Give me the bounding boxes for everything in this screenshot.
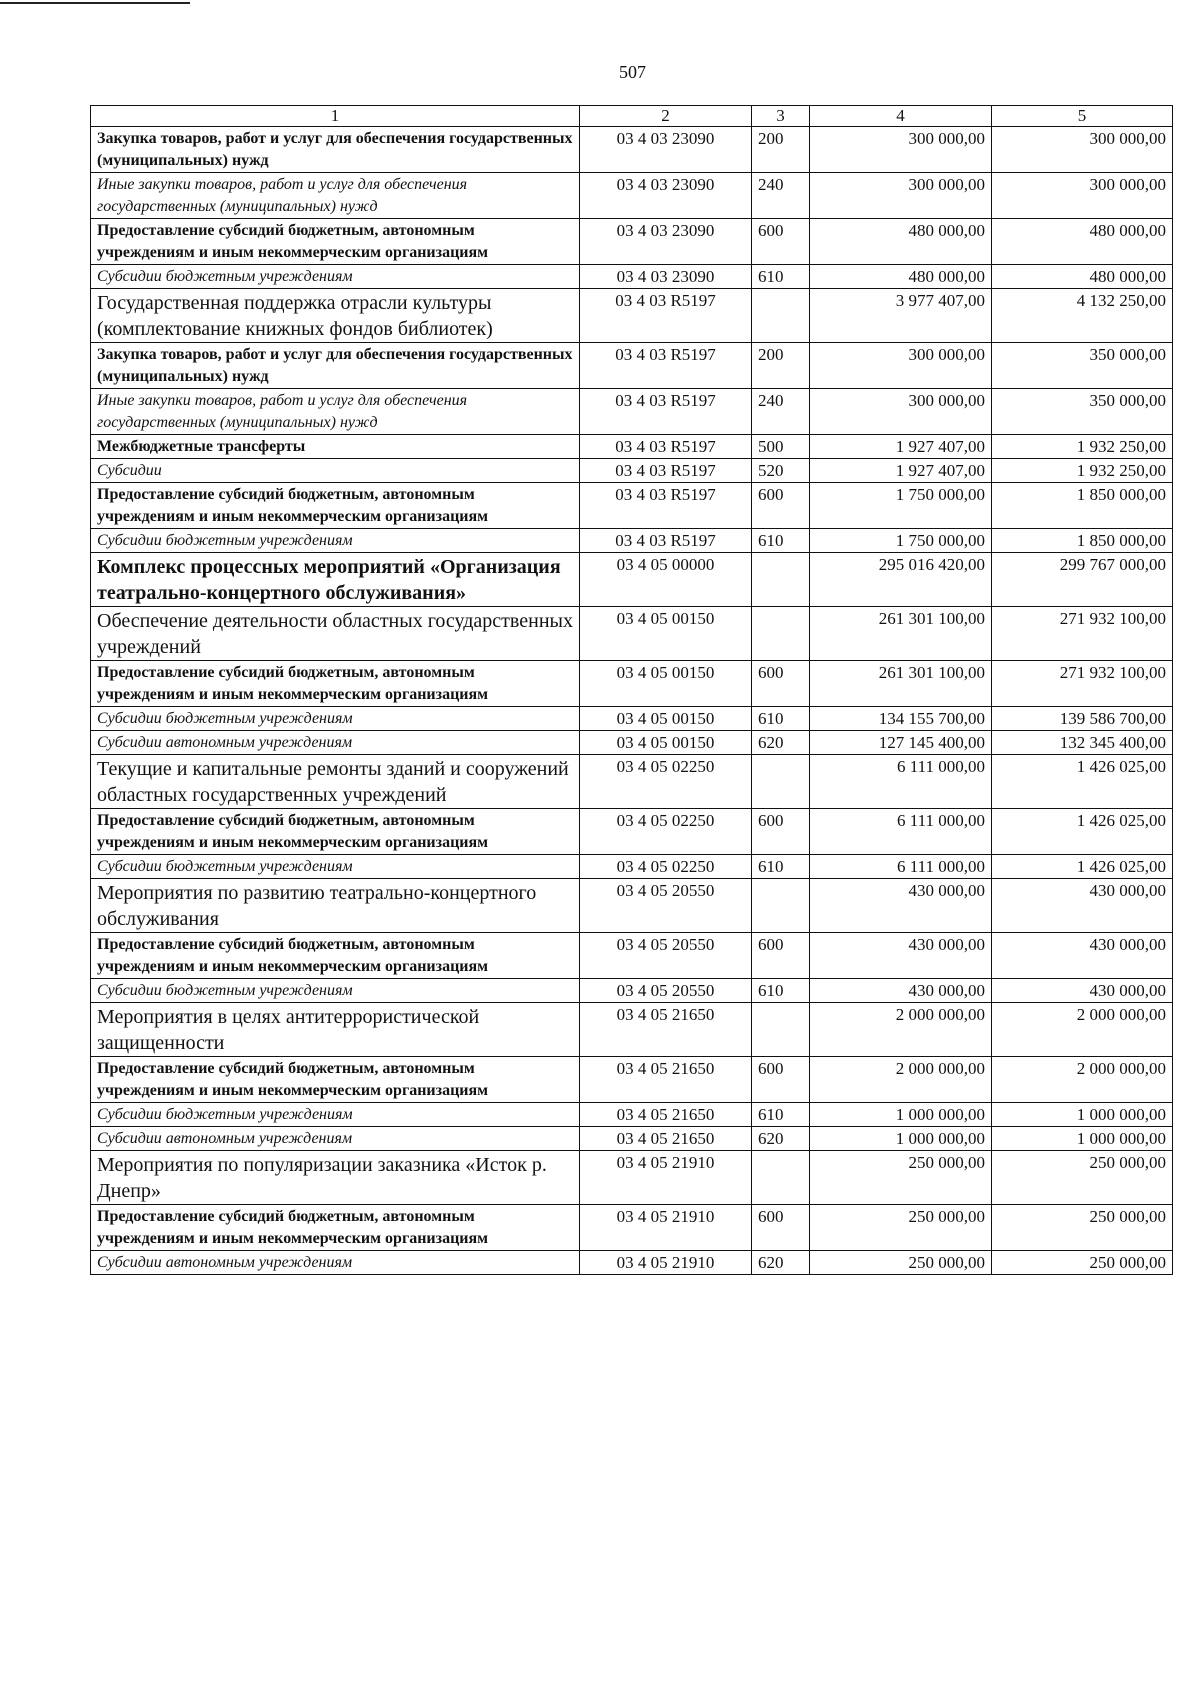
cell-name: Субсидии бюджетным учреждениям xyxy=(91,529,580,553)
cell-amount-2: 1 426 025,00 xyxy=(992,809,1173,855)
table-row xyxy=(91,707,1173,731)
cell-amount-1: 430 000,00 xyxy=(810,879,992,933)
cell-name: Предоставление субсидий бюджетным, автономным учреждениям и иным некоммерческим организациям xyxy=(91,1205,580,1251)
cell-type: 610 xyxy=(752,707,810,731)
cell-amount-2: 1 932 250,00 xyxy=(992,459,1173,483)
cell-amount-2: 271 932 100,00 xyxy=(992,661,1173,707)
cell-amount-2: 1 000 000,00 xyxy=(992,1103,1173,1127)
table-row xyxy=(91,483,1173,529)
header-col-2: 2 xyxy=(580,106,752,127)
cell-type: 620 xyxy=(752,1127,810,1151)
cell-amount-2: 300 000,00 xyxy=(992,173,1173,219)
cell-code: 03 4 03 R5197 xyxy=(580,435,752,459)
table-row xyxy=(91,1127,1173,1151)
cell-type: 610 xyxy=(752,529,810,553)
cell-type: 610 xyxy=(752,979,810,1003)
scan-edge-line xyxy=(0,2,190,4)
cell-amount-1: 127 145 400,00 xyxy=(810,731,992,755)
cell-name: Закупка товаров, работ и услуг для обеспечения государственных (муниципальных) нужд xyxy=(91,343,580,389)
header-col-4: 4 xyxy=(810,106,992,127)
cell-amount-2: 430 000,00 xyxy=(992,879,1173,933)
cell-name: Предоставление субсидий бюджетным, автономным учреждениям и иным некоммерческим организациям xyxy=(91,1057,580,1103)
cell-code: 03 4 03 23090 xyxy=(580,127,752,173)
cell-name: Предоставление субсидий бюджетным, автономным учреждениям и иным некоммерческим организациям xyxy=(91,933,580,979)
cell-code: 03 4 05 20550 xyxy=(580,979,752,1003)
header-col-1: 1 xyxy=(91,106,580,127)
table-row xyxy=(91,809,1173,855)
cell-code: 03 4 03 R5197 xyxy=(580,483,752,529)
cell-code: 03 4 05 00000 xyxy=(580,553,752,607)
cell-amount-1: 300 000,00 xyxy=(810,127,992,173)
cell-type xyxy=(752,879,810,933)
cell-amount-1: 1 000 000,00 xyxy=(810,1103,992,1127)
cell-amount-1: 6 111 000,00 xyxy=(810,755,992,809)
cell-amount-2: 480 000,00 xyxy=(992,265,1173,289)
cell-code: 03 4 05 21910 xyxy=(580,1205,752,1251)
cell-amount-1: 134 155 700,00 xyxy=(810,707,992,731)
cell-name: Межбюджетные трансферты xyxy=(91,435,580,459)
cell-amount-2: 350 000,00 xyxy=(992,389,1173,435)
cell-amount-2: 480 000,00 xyxy=(992,219,1173,265)
cell-type: 600 xyxy=(752,933,810,979)
cell-name: Субсидии бюджетным учреждениям xyxy=(91,265,580,289)
cell-name: Предоставление субсидий бюджетным, автономным учреждениям и иным некоммерческим организациям xyxy=(91,219,580,265)
table-row xyxy=(91,289,1173,343)
cell-code: 03 4 05 00150 xyxy=(580,707,752,731)
table-row xyxy=(91,219,1173,265)
table-row xyxy=(91,755,1173,809)
cell-amount-1: 1 927 407,00 xyxy=(810,459,992,483)
cell-amount-2: 2 000 000,00 xyxy=(992,1057,1173,1103)
cell-type: 610 xyxy=(752,265,810,289)
cell-name: Предоставление субсидий бюджетным, автономным учреждениям и иным некоммерческим организациям xyxy=(91,483,580,529)
cell-amount-2: 350 000,00 xyxy=(992,343,1173,389)
cell-name: Государственная поддержка отрасли культуры (комплектование книжных фондов библиотек) xyxy=(91,289,580,343)
cell-type: 240 xyxy=(752,173,810,219)
cell-amount-2: 250 000,00 xyxy=(992,1205,1173,1251)
table-row xyxy=(91,389,1173,435)
table-row xyxy=(91,1103,1173,1127)
cell-type: 620 xyxy=(752,731,810,755)
cell-code: 03 4 05 21650 xyxy=(580,1103,752,1127)
cell-amount-2: 132 345 400,00 xyxy=(992,731,1173,755)
table-row xyxy=(91,343,1173,389)
cell-type: 610 xyxy=(752,1103,810,1127)
cell-type xyxy=(752,1003,810,1057)
table-row xyxy=(91,661,1173,707)
cell-name: Предоставление субсидий бюджетным, автономным учреждениям и иным некоммерческим организациям xyxy=(91,809,580,855)
cell-type: 600 xyxy=(752,219,810,265)
cell-type: 240 xyxy=(752,389,810,435)
cell-amount-2: 250 000,00 xyxy=(992,1251,1173,1275)
table-row xyxy=(91,553,1173,607)
table-row xyxy=(91,173,1173,219)
cell-amount-1: 6 111 000,00 xyxy=(810,855,992,879)
cell-amount-1: 1 000 000,00 xyxy=(810,1127,992,1151)
header-row xyxy=(91,106,1173,127)
table-row xyxy=(91,1151,1173,1205)
cell-name: Мероприятия в целях антитеррористической защищенности xyxy=(91,1003,580,1057)
table-row xyxy=(91,1205,1173,1251)
cell-name: Мероприятия по развитию театрально-концертного обслуживания xyxy=(91,879,580,933)
cell-name: Комплекс процессных мероприятий «Организация театрально-концертного обслуживания» xyxy=(91,553,580,607)
cell-name: Субсидии автономным учреждениям xyxy=(91,731,580,755)
cell-name: Субсидии бюджетным учреждениям xyxy=(91,855,580,879)
cell-code: 03 4 05 02250 xyxy=(580,809,752,855)
cell-type: 620 xyxy=(752,1251,810,1275)
table-row xyxy=(91,435,1173,459)
cell-type xyxy=(752,755,810,809)
cell-amount-1: 250 000,00 xyxy=(810,1151,992,1205)
cell-amount-2: 1 426 025,00 xyxy=(992,755,1173,809)
cell-name: Субсидии бюджетным учреждениям xyxy=(91,1103,580,1127)
cell-code: 03 4 05 20550 xyxy=(580,879,752,933)
cell-name: Субсидии автономным учреждениям xyxy=(91,1127,580,1151)
table-row xyxy=(91,459,1173,483)
cell-type xyxy=(752,553,810,607)
cell-name: Иные закупки товаров, работ и услуг для обеспечения государственных (муниципальных) нужд xyxy=(91,173,580,219)
cell-amount-1: 1 750 000,00 xyxy=(810,483,992,529)
cell-type: 520 xyxy=(752,459,810,483)
cell-code: 03 4 03 R5197 xyxy=(580,459,752,483)
cell-code: 03 4 03 23090 xyxy=(580,265,752,289)
header-col-5: 5 xyxy=(992,106,1173,127)
cell-amount-1: 250 000,00 xyxy=(810,1205,992,1251)
table-row xyxy=(91,1251,1173,1275)
cell-type: 600 xyxy=(752,1205,810,1251)
cell-type: 200 xyxy=(752,343,810,389)
cell-code: 03 4 03 R5197 xyxy=(580,389,752,435)
cell-code: 03 4 05 02250 xyxy=(580,855,752,879)
cell-name: Мероприятия по популяризации заказника «Исток р. Днепр» xyxy=(91,1151,580,1205)
table-row xyxy=(91,979,1173,1003)
cell-type xyxy=(752,1151,810,1205)
cell-amount-1: 250 000,00 xyxy=(810,1251,992,1275)
cell-code: 03 4 05 21910 xyxy=(580,1251,752,1275)
cell-name: Субсидии бюджетным учреждениям xyxy=(91,707,580,731)
cell-amount-1: 480 000,00 xyxy=(810,265,992,289)
cell-name: Субсидии xyxy=(91,459,580,483)
table-body xyxy=(91,127,1173,1275)
cell-code: 03 4 05 21650 xyxy=(580,1003,752,1057)
cell-name: Субсидии бюджетным учреждениям xyxy=(91,979,580,1003)
cell-amount-1: 1 750 000,00 xyxy=(810,529,992,553)
page-number: 507 xyxy=(619,62,646,82)
table-row xyxy=(91,1003,1173,1057)
cell-amount-2: 1 850 000,00 xyxy=(992,483,1173,529)
cell-name: Закупка товаров, работ и услуг для обеспечения государственных (муниципальных) нужд xyxy=(91,127,580,173)
cell-amount-2: 4 132 250,00 xyxy=(992,289,1173,343)
cell-amount-1: 261 301 100,00 xyxy=(810,661,992,707)
cell-code: 03 4 03 R5197 xyxy=(580,343,752,389)
cell-code: 03 4 05 21650 xyxy=(580,1127,752,1151)
cell-code: 03 4 03 23090 xyxy=(580,219,752,265)
table-row xyxy=(91,607,1173,661)
cell-code: 03 4 05 00150 xyxy=(580,731,752,755)
table-row xyxy=(91,933,1173,979)
cell-amount-2: 1 000 000,00 xyxy=(992,1127,1173,1151)
cell-type xyxy=(752,289,810,343)
cell-amount-2: 1 426 025,00 xyxy=(992,855,1173,879)
cell-name: Обеспечение деятельности областных государственных учреждений xyxy=(91,607,580,661)
cell-amount-2: 430 000,00 xyxy=(992,979,1173,1003)
cell-amount-1: 1 927 407,00 xyxy=(810,435,992,459)
cell-type: 600 xyxy=(752,661,810,707)
cell-code: 03 4 05 00150 xyxy=(580,607,752,661)
cell-type: 600 xyxy=(752,809,810,855)
cell-amount-1: 261 301 100,00 xyxy=(810,607,992,661)
cell-code: 03 4 03 23090 xyxy=(580,173,752,219)
cell-amount-1: 6 111 000,00 xyxy=(810,809,992,855)
cell-code: 03 4 05 00150 xyxy=(580,661,752,707)
table-row xyxy=(91,855,1173,879)
table-row xyxy=(91,529,1173,553)
cell-amount-2: 1 932 250,00 xyxy=(992,435,1173,459)
cell-code: 03 4 05 02250 xyxy=(580,755,752,809)
cell-amount-2: 271 932 100,00 xyxy=(992,607,1173,661)
table-header xyxy=(91,106,1173,127)
cell-amount-1: 3 977 407,00 xyxy=(810,289,992,343)
cell-type xyxy=(752,607,810,661)
header-col-3: 3 xyxy=(752,106,810,127)
cell-code: 03 4 03 R5197 xyxy=(580,289,752,343)
cell-amount-1: 430 000,00 xyxy=(810,979,992,1003)
cell-amount-1: 2 000 000,00 xyxy=(810,1003,992,1057)
cell-type: 500 xyxy=(752,435,810,459)
cell-code: 03 4 05 20550 xyxy=(580,933,752,979)
cell-name: Предоставление субсидий бюджетным, автономным учреждениям и иным некоммерческим организациям xyxy=(91,661,580,707)
cell-type: 600 xyxy=(752,1057,810,1103)
cell-name: Иные закупки товаров, работ и услуг для обеспечения государственных (муниципальных) нужд xyxy=(91,389,580,435)
table-row xyxy=(91,879,1173,933)
table-row xyxy=(91,1057,1173,1103)
cell-type: 200 xyxy=(752,127,810,173)
table-row xyxy=(91,731,1173,755)
cell-name: Субсидии автономным учреждениям xyxy=(91,1251,580,1275)
cell-type: 610 xyxy=(752,855,810,879)
cell-amount-1: 300 000,00 xyxy=(810,343,992,389)
cell-amount-1: 2 000 000,00 xyxy=(810,1057,992,1103)
cell-amount-2: 2 000 000,00 xyxy=(992,1003,1173,1057)
cell-amount-2: 139 586 700,00 xyxy=(992,707,1173,731)
cell-code: 03 4 03 R5197 xyxy=(580,529,752,553)
cell-name: Текущие и капитальные ремонты зданий и сооружений областных государственных учреждений xyxy=(91,755,580,809)
cell-code: 03 4 05 21650 xyxy=(580,1057,752,1103)
table-row xyxy=(91,127,1173,173)
cell-amount-1: 300 000,00 xyxy=(810,389,992,435)
cell-amount-1: 295 016 420,00 xyxy=(810,553,992,607)
cell-code: 03 4 05 21910 xyxy=(580,1151,752,1205)
cell-amount-2: 250 000,00 xyxy=(992,1151,1173,1205)
cell-amount-2: 430 000,00 xyxy=(992,933,1173,979)
budget-table xyxy=(90,105,1173,1275)
cell-type: 600 xyxy=(752,483,810,529)
cell-amount-1: 430 000,00 xyxy=(810,933,992,979)
cell-amount-2: 299 767 000,00 xyxy=(992,553,1173,607)
cell-amount-2: 1 850 000,00 xyxy=(992,529,1173,553)
table-row xyxy=(91,265,1173,289)
cell-amount-2: 300 000,00 xyxy=(992,127,1173,173)
cell-amount-1: 300 000,00 xyxy=(810,173,992,219)
cell-amount-1: 480 000,00 xyxy=(810,219,992,265)
